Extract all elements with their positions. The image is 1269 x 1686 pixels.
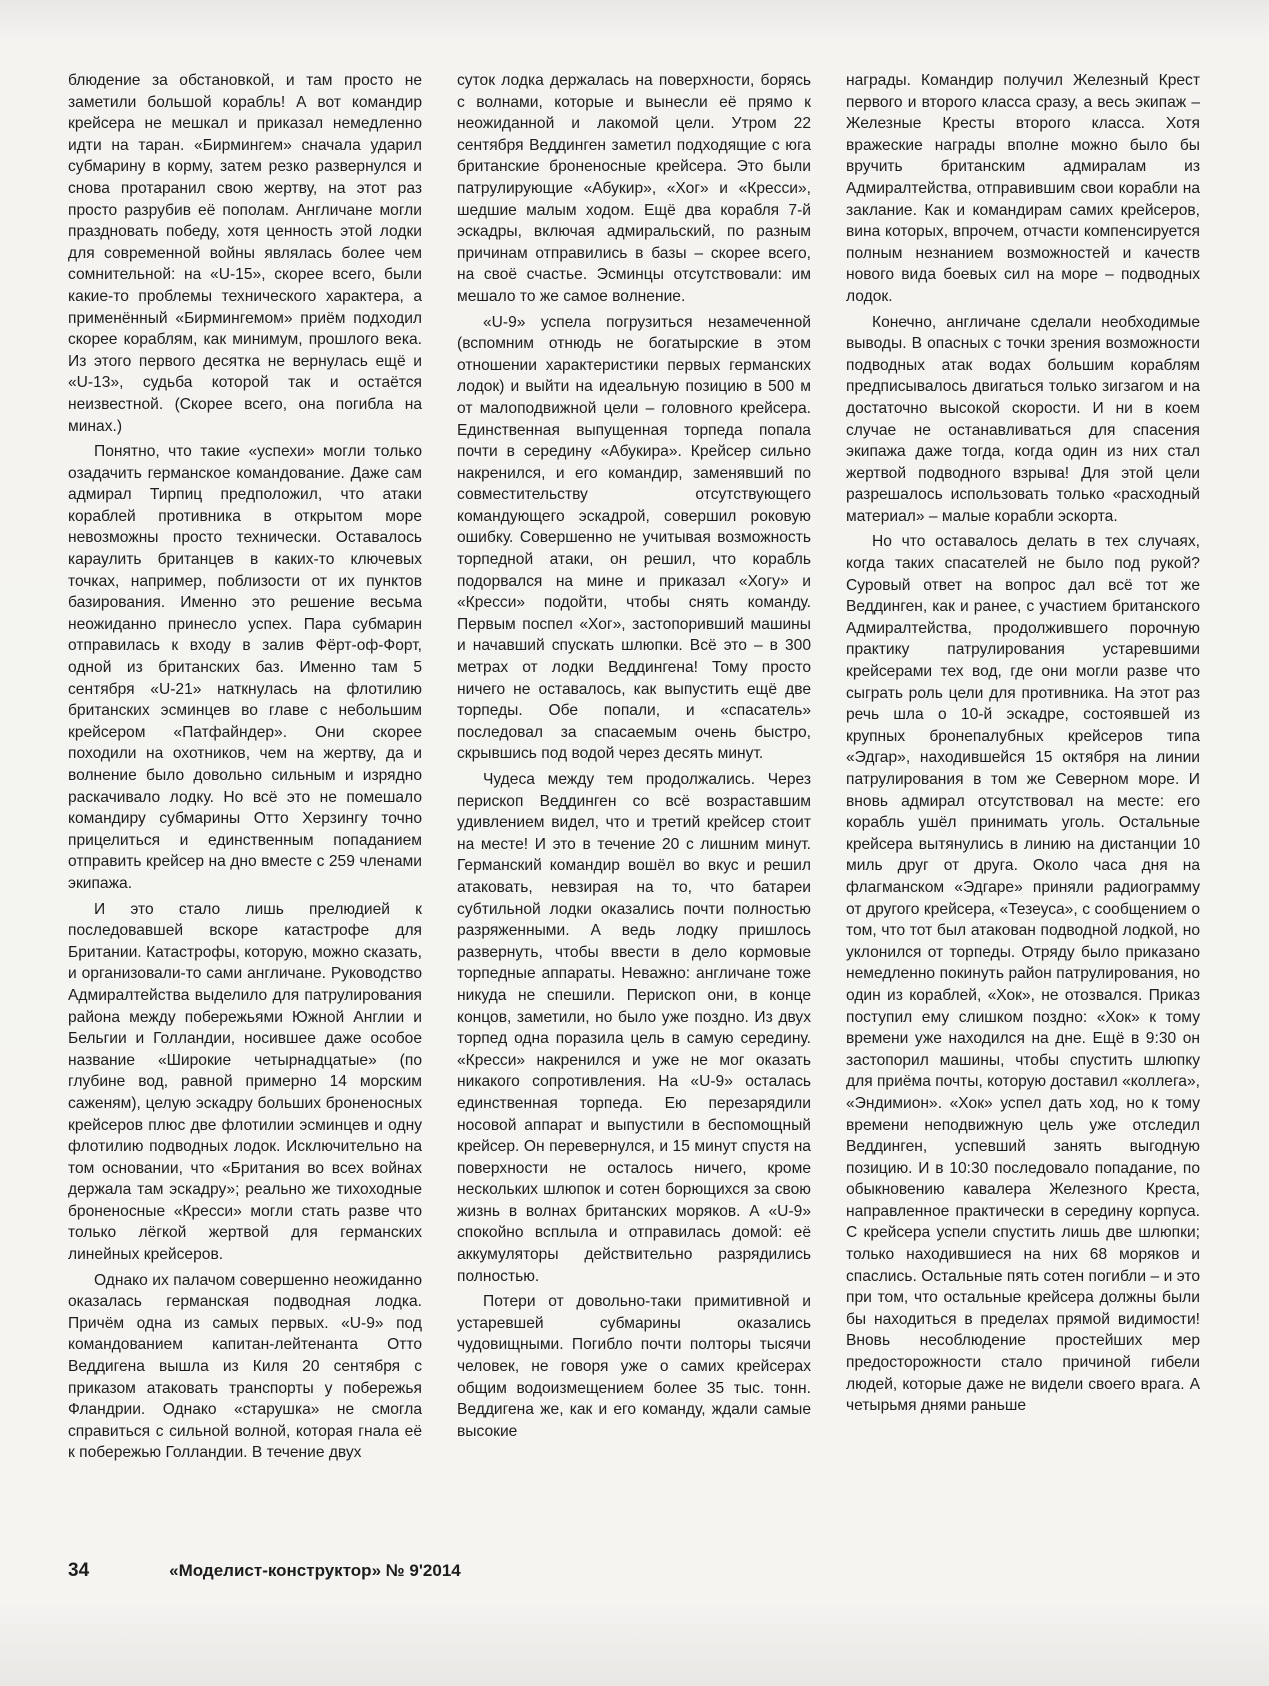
paragraph: Потери от довольно-таки примитивной и устаревшей субмарины оказались чудовищными. Погибло почти полторы тысячи человек, не говоря уже о самих крейсерах общим водоизмещением более 35 тыс. тонн. Веддигена же, как и его команду, ждали самые высокие	[457, 1293, 811, 1440]
paragraph: Конечно, англичане сделали необходимые выводы. В опасных с точки зрения возможности подводных атак водах большим кораблям предписывалось двигаться только зигзагом и на достаточно высокой скорости. И ни в коем случае не останавливаться для спасения экипажа даже тогда, когда один из них стал жертвой подводного взрыва! Для этой цели разрешалось использовать только «расходный материал» – малые корабли эскорта.	[846, 313, 1200, 525]
paragraph: Однако их палачом совершенно неожиданно оказалась германская подводная лодка. Причём одна из самых первых. «U-9» под командованием капитан-лейтенанта Отто Веддигена вышла из Киля 20 сентября с приказом атаковать транспорты у побережья Фландрии. Однако «старушка» не смогла справиться с сильной волной, которая гнала её к побережью Голландии. В течение двух	[68, 1271, 422, 1462]
paragraph: Понятно, что такие «успехи» могли только озадачить германское командование. Даже сам адмирал Тирпиц предположил, что атаки кораблей противника в открытом море невозможны просто технически. Оставалось караулить британцев в каких-то ключевых точках, например, поблизости от их пунктов базирования. Именно это решение весьма неожиданно принесло успех. Пара субмарин отправилась к входу в залив Фёрт-оф-Форт, одной из британских баз. Именно там 5 сентября «U-21» наткнулась на флотилию британских эсминцев во главе с небольшим крейсером «Патфайндер». Они скорее походили на охотников, чем на жертву, да и волнение было довольно сильным и изрядно раскачивало лодку. Но всё это не помешало командиру субмарины Отто Херзингу точно прицелиться и единственным попаданием отправить крейсер на дно вместе с 259 членами экипажа.	[68, 443, 422, 892]
page-footer	[68, 1560, 668, 1590]
paragraph: блюдение за обстановкой, и там просто не заметили большой корабль! А вот командир крейсера не мешкал и приказал немедленно идти на таран. «Бирмингем» сначала ударил субмарину в корму, затем резко развернулся и снова протаранил свою жертву, на этот раз просто разрубив её пополам. Англичане могли праздновать победу, хотя ценность этой лодки для современной войны являлась более чем сомнительной: на «U-15», скорее всего, были какие-то проблемы технического характера, а применённый «Бирмингемом» приём подходил скорее кораблям, как минимум, прошлого века. Из этого первого десятка не вернулась ещё и «U-13», судьба которой так и остаётся неизвестной. (Скорее всего, она погибла на минах.)	[68, 72, 422, 435]
article-body	[68, 70, 1200, 1550]
paragraph: И это стало лишь прелюдией к последовавшей вскоре катастрофе для Британии. Катастрофы, которую, можно сказать, и организовали-то сами англичане. Руководство Адмиралтейства выделило для патрулирования района между побережьями Южной Англии и Бельгии и Голландии, носившее даже особое название «Широкие четырнадцатые» (по глубине вод, равной примерно 14 морским саженям), целую эскадру больших броненосных крейсеров плюс две флотилии эсминцев и одну флотилию подводных лодок. Исключительно на том основании, что «Британия во всех войнах держала там эскадру»; реально же тихоходные броненосные «Кресси» могли стать разве что только лёгкой жертвой для германских линейных крейсеров.	[68, 900, 422, 1264]
paragraph: Но что оставалось делать в тех случаях, когда таких спасателей не было под рукой? Суровый ответ на вопрос дал всё тот же Веддинген, как и ранее, с участием британского Адмиралтейства, продолжившего порочную практику патрулирования устаревшими крейсерами тех вод, где они могли разве что сыграть роль цели для противника. На этот раз речь шла о 10-й эскадре, состоявшей из крупных бронепалубных крейсеров типа «Эдгар», находившейся 15 октября на линии патрулирования в том же Северном море. И вновь адмирал отсутствовал на месте: его корабль ушёл принимать уголь. Остальные крейсера вытянулись в линию на дистанции 10 миль друг от друга. Около часа дня на флагманском «Эдгаре» приняли радиограмму от другого крейсера, «Тезеуса», с сообщением о том, что тот был атакован подводной лодкой, но уклонился от торпеды. Отряду было приказано немедленно покинуть район патрулирования, но один из кораблей, «Хок», не отозвался. Приказ поступил ему слишком поздно: «Хок» к тому времени уже находился на дне. Ещё в 9:30 он застопорил машины, чтобы спустить шлюпку для приёма почты, которую доставил «коллега», «Эндимион». «Хок» успел дать ход, но к тому времени неподвижную цель уже отследил Веддинген, успевший занять выгодную позицию. И в 10:30 последовало попадание, по обыкновению кавалера Железного Креста, направленное практически в середину корпуса. С крейсера успели спустить лишь две шлюпки; только находившиеся на них 68 моряков и спаслись. Остальные пять сотен погибли – и это при том, что остальные крейсера должны были бы находиться в пределах прямой видимости! Вновь несоблюдение простейших мер предосторожности стало причиной гибели людей, которые даже не видели своего врага. А четырьмя днями раньше	[846, 533, 1200, 1415]
paragraph: «U-9» успела погрузиться незамеченной (вспомним отнюдь не богатырские в этом отношении характеристики первых германских лодок) и выйти на идеальную позицию в 500 м от малоподвижной цели – головного крейсера. Единственная выпущенная торпеда попала почти в середину «Абукира». Крейсер сильно накренился, и его командир, заменявший по совместительству отсутствующего командующего эскадрой, совершил роковую ошибку. Совершенно не учитывая возможность торпедной атаки, он решил, что корабль подорвался на мине и приказал «Хогу» и «Кресси» подойти, чтобы снять команду. Первым поспел «Хог», застопоривший машины и начавший спускать шлюпки. Всё это – в 300 метрах от лодки Веддингена! Тому просто ничего не оставалось, как выпустить ещё две торпеды. Обе попали, и «спасатель» последовал за спасаемым очень быстро, скрывшись под водой через десять минут.	[457, 313, 811, 763]
paragraph: награды. Командир получил Железный Крест первого и второго класса сразу, а весь экипаж – Железные Кресты второго класса. Хотя вражеские награды вполне можно было бы вручить британским адмиралам из Адмиралтейства, отправившим свои корабли на заклание. Как и командирам самих крейсеров, вина которых, впрочем, отчасти компенсируется полным незнанием возможностей и качеств нового вида боевых сил на море – подводных лодок.	[846, 72, 1200, 305]
column-2	[457, 70, 811, 1550]
magazine-title: «Моделист-конструктор» № 9'2014	[169, 1561, 461, 1580]
paragraph: Чудеса между тем продолжались. Через перископ Веддинген со всё возраставшим удивлением видел, что и третий крейсер стоит на месте! И это в течение 20 с лишним минут. Германский командир вошёл во вкус и решил атаковать, невзирая на то, что батареи субтильной лодки оказались почти полностью разряженными. А ведь лодку пришлось развернуть, чтобы ввести в дело кормовые торпедные аппараты. Неважно: англичане тоже никуда не спешили. Перископ они, в конце концов, заметили, но было уже поздно. Из двух торпед одна поразила цель в самую середину. «Кресси» накренился и уже не мог оказать никакого сопротивления. На «U-9» осталась единственная торпеда. Ею перезарядили носовой аппарат и выпустили в беспомощный крейсер. Он перевернулся, и 15 минут спустя на поверхности не осталось ничего, кроме нескольких шлюпок и сотен борющихся за свою жизнь в волнах британских моряков. А «U-9» спокойно всплыла и отправилась домой: её аккумуляторы действительно разрядились полностью.	[457, 771, 811, 1285]
page-number: 34	[68, 1560, 90, 1581]
paragraph: суток лодка держалась на поверхности, борясь с волнами, которые и вынесли её прямо к неожиданной и лакомой цели. Утром 22 сентября Веддинген заметил подходящие с юга британские броненосные крейсера. Это были патрулирующие «Абукир», «Хог» и «Кресси», шедшие малым ходом. Ещё два корабля 7-й эскадры, включая адмиральский, по разным причинам отправились в базы – скорее всего, на своё счастье. Эсминцы отсутствовали: им мешало то же самое волнение.	[457, 72, 811, 305]
column-1	[68, 70, 422, 1550]
column-3	[846, 70, 1200, 1550]
